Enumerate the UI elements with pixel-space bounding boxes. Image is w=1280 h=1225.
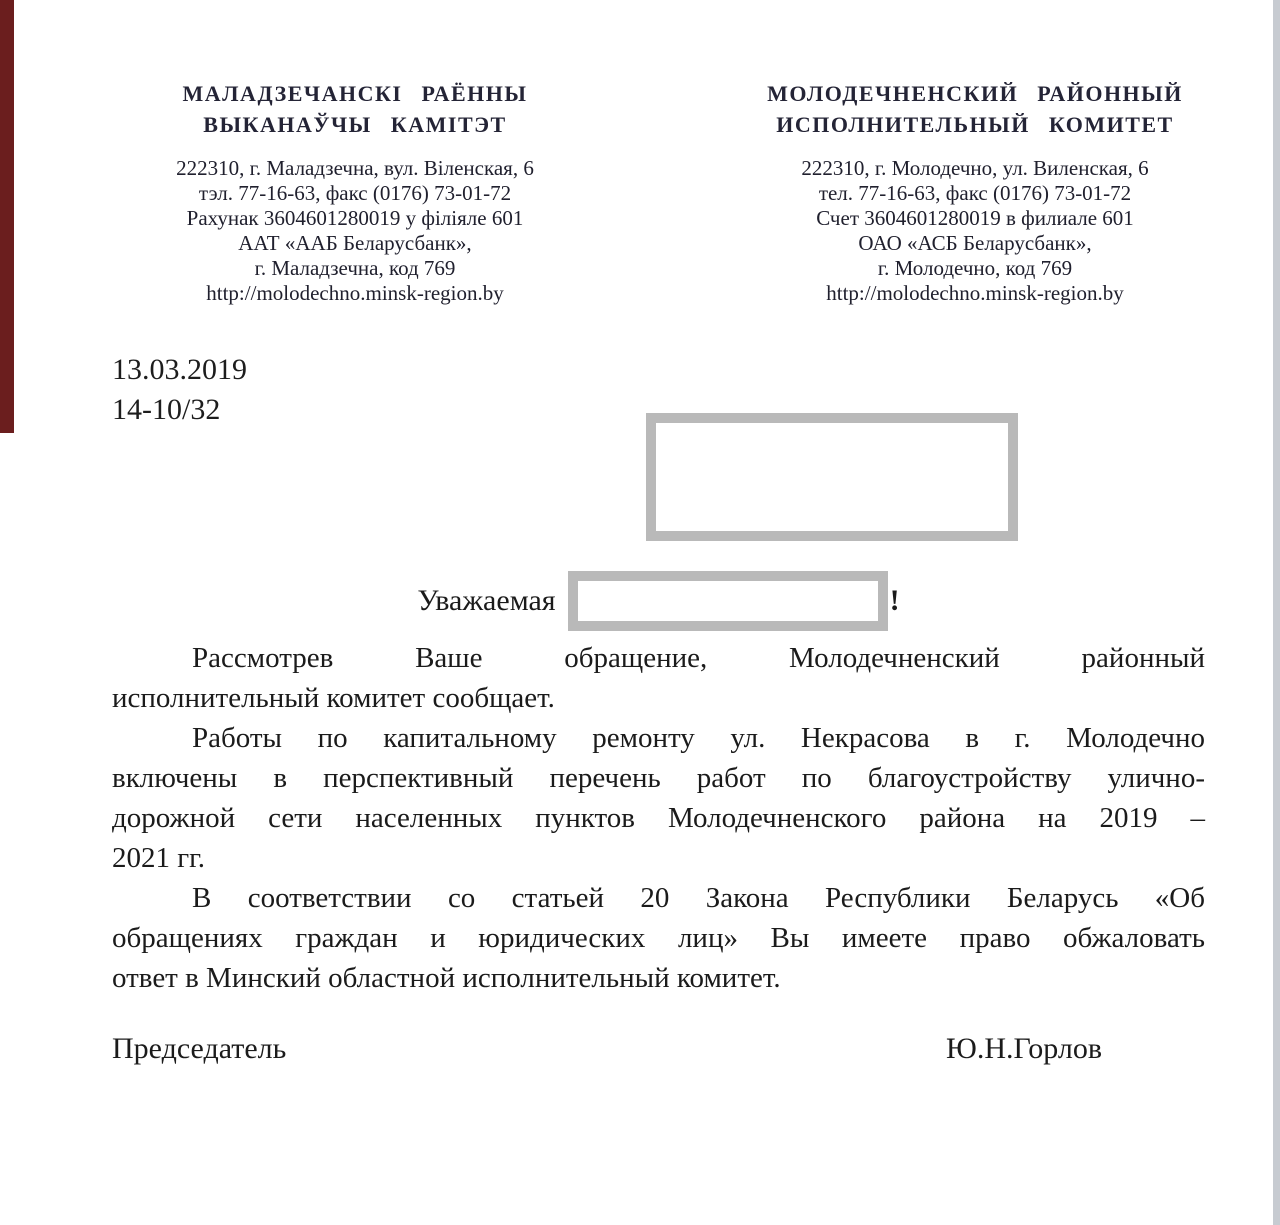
address-line: тел. 77-16-63, факс (0176) 73-01-72: [818, 181, 1132, 205]
letterhead-russian: [740, 78, 1210, 306]
scan-left-maroon-strip: [0, 0, 14, 433]
redacted-box: [646, 413, 1018, 541]
org-name-line1: МАЛАДЗЕЧАНСКІ РАЁННЫ: [182, 81, 528, 106]
scan-right-gray-strip: [1273, 0, 1280, 1225]
redacted-box: [568, 571, 888, 631]
address-line: 222310, г. Молодечно, ул. Виленская, 6: [801, 156, 1149, 180]
body-paragraph-3: [112, 878, 1205, 998]
letter-meta: [112, 350, 247, 430]
body-line: исполнительный комитет сообщает.: [112, 682, 555, 714]
signature-row: [112, 1032, 1205, 1066]
body-line: В соответствии со статьей 20 Закона Республики Беларусь «Об: [192, 882, 1205, 914]
org-name-line2: ИСПОЛНИТЕЛЬНЫЙ КОМИТЕТ: [776, 112, 1174, 137]
address-line: 222310, г. Маладзечна, вул. Віленская, 6: [176, 156, 534, 180]
signer-title: Председатель: [112, 1032, 287, 1065]
body-line: Рассмотрев Ваше обращение, Молодечненский районный: [192, 642, 1205, 674]
letter-date: 13.03.2019: [112, 353, 247, 386]
body-line: Работы по капитальному ремонту ул. Некрасова в г. Молодечно: [192, 722, 1205, 754]
address-line: Счет 3604601280019 в филиале 601: [816, 206, 1134, 230]
address-line: г. Молодечно, код 769: [877, 256, 1073, 280]
org-website: http://molodechno.minsk-region.by: [206, 281, 504, 305]
org-name-line2: ВЫКАНАЎЧЫ КАМІТЭТ: [203, 112, 507, 137]
org-website: http://molodechno.minsk-region.by: [826, 281, 1124, 305]
salutation-line: [112, 568, 1205, 634]
salutation-exclamation: !: [889, 584, 900, 617]
letterhead-belarusian: [120, 78, 590, 306]
signer-name: Ю.Н.Горлов: [946, 1032, 1102, 1065]
salutation-prefix: Уважаемая: [417, 584, 556, 617]
body-line: дорожной сети населенных пунктов Молодечненского района на 2019 –: [112, 802, 1205, 834]
body-line: 2021 гг.: [112, 842, 206, 874]
letter-ref-number: 14-10/32: [112, 393, 221, 426]
address-line: ААТ «ААБ Беларусбанк»,: [238, 231, 472, 255]
body-paragraph-1: [112, 638, 1205, 718]
org-address-block: [120, 156, 590, 306]
body-line: обращениях граждан и юридических лиц» Вы имеете право обжаловать: [112, 922, 1205, 954]
body-line: ответ в Минский областной исполнительный комитет.: [112, 962, 781, 994]
body-paragraph-2: [112, 718, 1205, 878]
org-address-block: [740, 156, 1210, 306]
org-name-line1: МОЛОДЕЧНЕНСКИЙ РАЙОННЫЙ: [767, 81, 1183, 106]
address-line: ОАО «АСБ Беларусбанк»,: [858, 231, 1092, 255]
address-line: г. Маладзечна, код 769: [254, 256, 456, 280]
body-line: включены в перспективный перечень работ по благоустройству улично-: [112, 762, 1205, 794]
address-line: Рахунак 3604601280019 у філіяле 601: [186, 206, 524, 230]
address-line: тэл. 77-16-63, факс (0176) 73-01-72: [198, 181, 512, 205]
